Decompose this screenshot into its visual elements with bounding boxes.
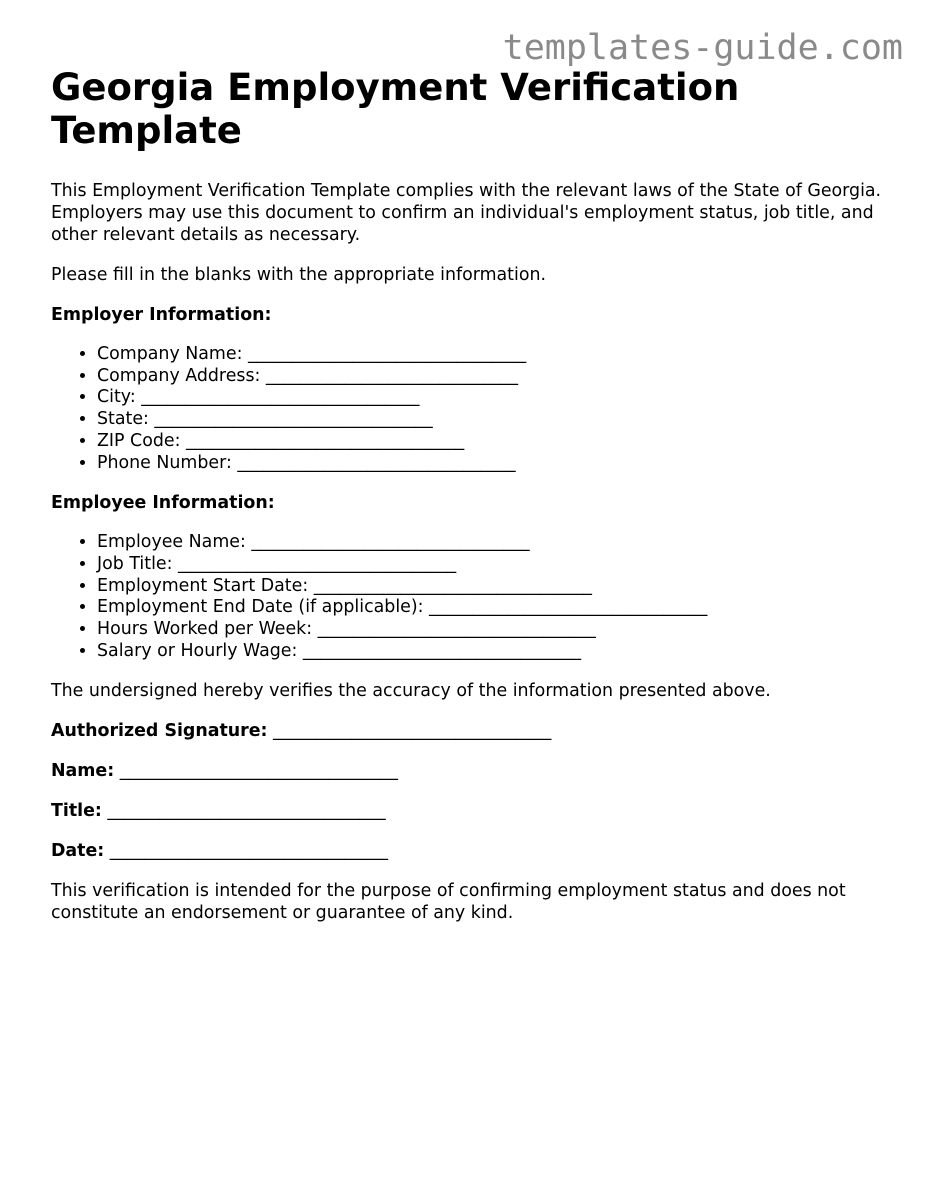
employer-section-heading: Employer Information: bbox=[51, 305, 272, 325]
employee-field-list bbox=[51, 532, 891, 662]
document-body bbox=[51, 66, 891, 942]
authorized-signature-label: Authorized Signature: bbox=[51, 721, 268, 742]
signer-name-blank: ________________________________ bbox=[114, 761, 398, 782]
signer-name-label: Name: bbox=[51, 761, 115, 782]
signer-name-line bbox=[51, 760, 891, 782]
signer-title-label: Title: bbox=[51, 801, 102, 822]
employer-field-list bbox=[51, 344, 891, 474]
employer-city-field: • City: ________________________________ bbox=[97, 387, 891, 409]
employee-start-date-field: • Employment Start Date: ________________________________ bbox=[97, 576, 891, 598]
document-title: Georgia Employment Verification Template bbox=[51, 66, 740, 152]
employee-name-field: • Employee Name: ________________________________ bbox=[97, 532, 891, 554]
watermark: templates-guide.com bbox=[502, 28, 903, 68]
employee-hours-field: • Hours Worked per Week: ________________________________ bbox=[97, 619, 891, 641]
employee-end-date-field: • Employment End Date (if applicable): ________________________________ bbox=[97, 597, 891, 619]
intro-paragraph: This Employment Verification Template complies with the relevant laws of the State of Georgia. Employers may use this document to confirm an individual's employment status, job title, and other relevant details as necessary. bbox=[51, 181, 882, 245]
employer-state-field: • State: ________________________________ bbox=[97, 409, 891, 431]
disclaimer-paragraph: This verification is intended for the purpose of confirming employment status and does not constitute an endorsement or guarantee of any kind. bbox=[51, 881, 846, 924]
employee-job-title-field: • Job Title: ________________________________ bbox=[97, 554, 891, 576]
employer-company-name-field: • Company Name: ________________________________ bbox=[97, 344, 891, 366]
employee-section-heading: Employee Information: bbox=[51, 493, 275, 514]
signer-title-line bbox=[51, 800, 891, 822]
signature-date-blank: ________________________________ bbox=[104, 841, 389, 862]
employer-company-address-field: • Company Address: _____________________________ bbox=[97, 366, 891, 388]
authorized-signature-line bbox=[51, 720, 891, 742]
employer-zip-field: • ZIP Code: ________________________________ bbox=[97, 431, 891, 453]
employer-phone-field: • Phone Number: ________________________________ bbox=[97, 453, 891, 475]
signature-date-label: Date: bbox=[51, 841, 105, 862]
authorized-signature-blank: ________________________________ bbox=[267, 721, 552, 742]
signature-date-line bbox=[51, 840, 891, 862]
instructions-paragraph: Please fill in the blanks with the appropriate information. bbox=[51, 265, 547, 285]
signer-title-blank: ________________________________ bbox=[101, 801, 386, 822]
verification-statement: The undersigned hereby verifies the accuracy of the information presented above. bbox=[51, 681, 771, 702]
employee-wage-field: • Salary or Hourly Wage: ________________________________ bbox=[97, 641, 891, 663]
